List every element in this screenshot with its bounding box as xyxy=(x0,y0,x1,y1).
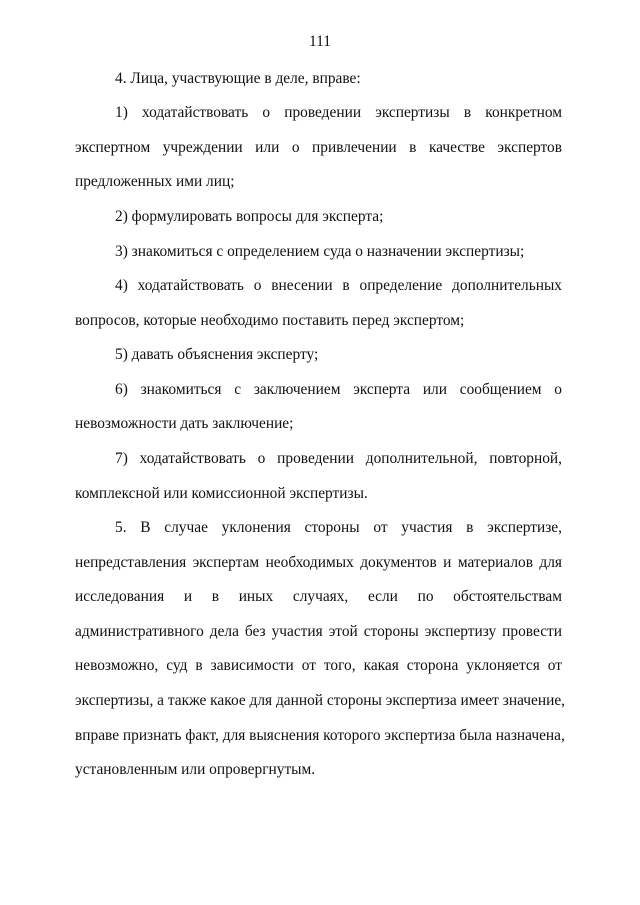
text-line: исследования и в иных случаях, если по обстоятельствам xyxy=(75,588,562,605)
text-line: предложенных ими лиц; xyxy=(75,173,235,190)
text-line: 4. Лица, участвующие в деле, вправе: xyxy=(115,70,361,87)
text-line: установленным или опровергнутым. xyxy=(75,761,316,778)
text-line: 5) давать объяснения эксперту; xyxy=(115,346,319,363)
text-line: экспертном учреждении или о привлечении в качестве экспертов xyxy=(75,139,562,156)
text-line: экспертизы, а также какое для данной стороны экспертиза имеет значение, xyxy=(75,692,566,709)
text-line: 5. В случае уклонения стороны от участия в экспертизе, xyxy=(115,519,562,536)
text-line: невозможно, суд в зависимости от того, какая сторона уклоняется от xyxy=(75,657,562,674)
text-line: 4) ходатайствовать о внесении в определение дополнительных xyxy=(115,277,562,294)
text-line: административного дела без участия этой стороны экспертизу провести xyxy=(75,623,562,640)
text-line: вопросов, которые необходимо поставить перед экспертом; xyxy=(75,312,465,329)
text-line: невозможности дать заключение; xyxy=(75,415,294,432)
page-number: 111 xyxy=(309,33,331,50)
text-line: 6) знакомиться с заключением эксперта или сообщением о xyxy=(115,381,562,398)
text-line: 2) формулировать вопросы для эксперта; xyxy=(115,208,384,225)
text-line: непредставления экспертам необходимых документов и материалов для xyxy=(75,554,562,571)
text-line: комплексной или комиссионной экспертизы. xyxy=(75,485,368,502)
text-line: 3) знакомиться с определением суда о назначении экспертизы; xyxy=(115,243,525,260)
text-line: 7) ходатайствовать о проведении дополнительной, повторной, xyxy=(115,450,562,467)
text-line: вправе признать факт, для выяснения которого экспертиза была назначена, xyxy=(75,727,565,744)
text-line: 1) ходатайствовать о проведении экспертизы в конкретном xyxy=(115,104,562,121)
